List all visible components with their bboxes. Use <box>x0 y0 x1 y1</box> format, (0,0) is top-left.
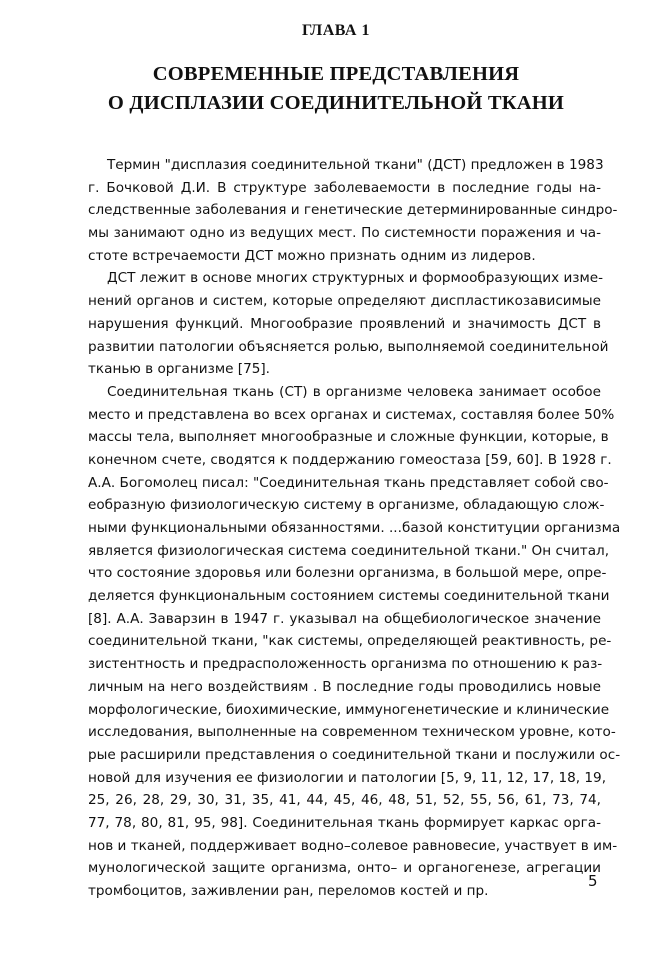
page-number: 5 <box>588 872 598 890</box>
text-line: мы занимают одно из ведущих мест. По системности поражения и ча- <box>88 225 601 242</box>
paragraph <box>88 267 609 380</box>
text-line: что состояние здоровья или болезни организма, в большой мере, опре- <box>88 565 607 582</box>
text-line: тканью в организме [75]. <box>88 361 270 378</box>
text-line: Соединительная ткань (СТ) в организме человека занимает особое <box>107 383 601 400</box>
text-line: массы тела, выполняет многообразные и сложные функции, которые, в <box>88 429 609 446</box>
text-line: нов и тканей, поддерживает водно–солевое равновесие, участвует в им- <box>88 837 618 854</box>
text-line: место и представлена во всех органах и системах, составляя более 50% <box>88 406 615 423</box>
text-line: нарушения функций. Многообразие проявлений и значимость ДСТ в <box>88 315 601 332</box>
text-line: [8]. А.А. Заварзин в 1947 г. указывал на общебиологическое значение <box>88 610 601 627</box>
text-line: г. Бочковой Д.И. В структуре заболеваемости в последние годы на- <box>88 179 601 196</box>
text-line: стоте встречаемости ДСТ можно признать одним из лидеров. <box>88 247 536 264</box>
paragraph <box>88 381 621 903</box>
text-line: А.А. Богомолец писал: "Соединительная ткань представляет собой сво- <box>88 474 609 491</box>
text-line: конечном счете, сводятся к поддержанию гомеостаза [59, 60]. В 1928 г. <box>88 451 612 468</box>
text-line: личным на него воздействиям . В последние годы проводились новые <box>88 678 601 695</box>
paragraph <box>88 154 618 267</box>
text-line: исследования, выполненные на современном техническом уровне, кото- <box>88 724 616 741</box>
text-line: соединительной ткани, "как системы, определяющей реактивность, ре- <box>88 633 612 650</box>
chapter-title-line: СОВРЕМЕННЫЕ ПРЕДСТАВЛЕНИЯ <box>152 63 520 85</box>
text-line: является физиологическая система соединительной ткани." Он считал, <box>88 542 610 559</box>
text-line: мунологической защите организма, онто– и органогенезе, агрегации <box>88 860 601 877</box>
text-line: еобразную физиологическую систему в организме, обладающую слож- <box>88 497 605 514</box>
text-line: ДСТ лежит в основе многих структурных и формообразующих изме- <box>107 270 604 287</box>
body-text <box>88 154 621 903</box>
text-line: развитии патологии объясняется ролью, выполняемой соединительной <box>88 338 609 355</box>
text-line: рые расширили представления о соединительной ткани и послужили ос- <box>88 746 621 763</box>
text-line: ными функциональными обязанностями. ...базой конституции организма <box>88 520 621 536</box>
chapter-title-line: О ДИСПЛАЗИИ СОЕДИНИТЕЛЬНОЙ ТКАНИ <box>107 92 565 114</box>
text-line: следственные заболевания и генетические детерминированные синдро- <box>88 202 618 219</box>
chapter-label: ГЛАВА 1 <box>302 22 370 39</box>
text-line: 77, 78, 80, 81, 95, 98]. Соединительная ткань формирует каркас орга- <box>88 814 601 831</box>
text-line: деляется функциональным состоянием системы соединительной ткани <box>88 588 610 605</box>
chapter-title <box>0 60 672 118</box>
text-line: 25, 26, 28, 29, 30, 31, 35, 41, 44, 45, 46, 48, 51, 52, 55, 56, 61, 73, 74, <box>88 792 601 809</box>
text-line: морфологические, биохимические, иммуногенетические и клинические <box>88 701 610 718</box>
text-line: нений органов и систем, которые определяют диспластикозависимые <box>88 293 601 310</box>
text-line: Термин "дисплазия соединительной ткани" (ДСТ) предложен в 1983 <box>107 157 604 173</box>
text-line: зистентность и предрасположенность организма по отношению к раз- <box>88 656 603 673</box>
text-line: тромбоцитов, заживлении ран, переломов костей и пр. <box>88 883 489 899</box>
text-line: новой для изучения ее физиологии и патологии [5, 9, 11, 12, 17, 18, 19, <box>88 769 607 786</box>
